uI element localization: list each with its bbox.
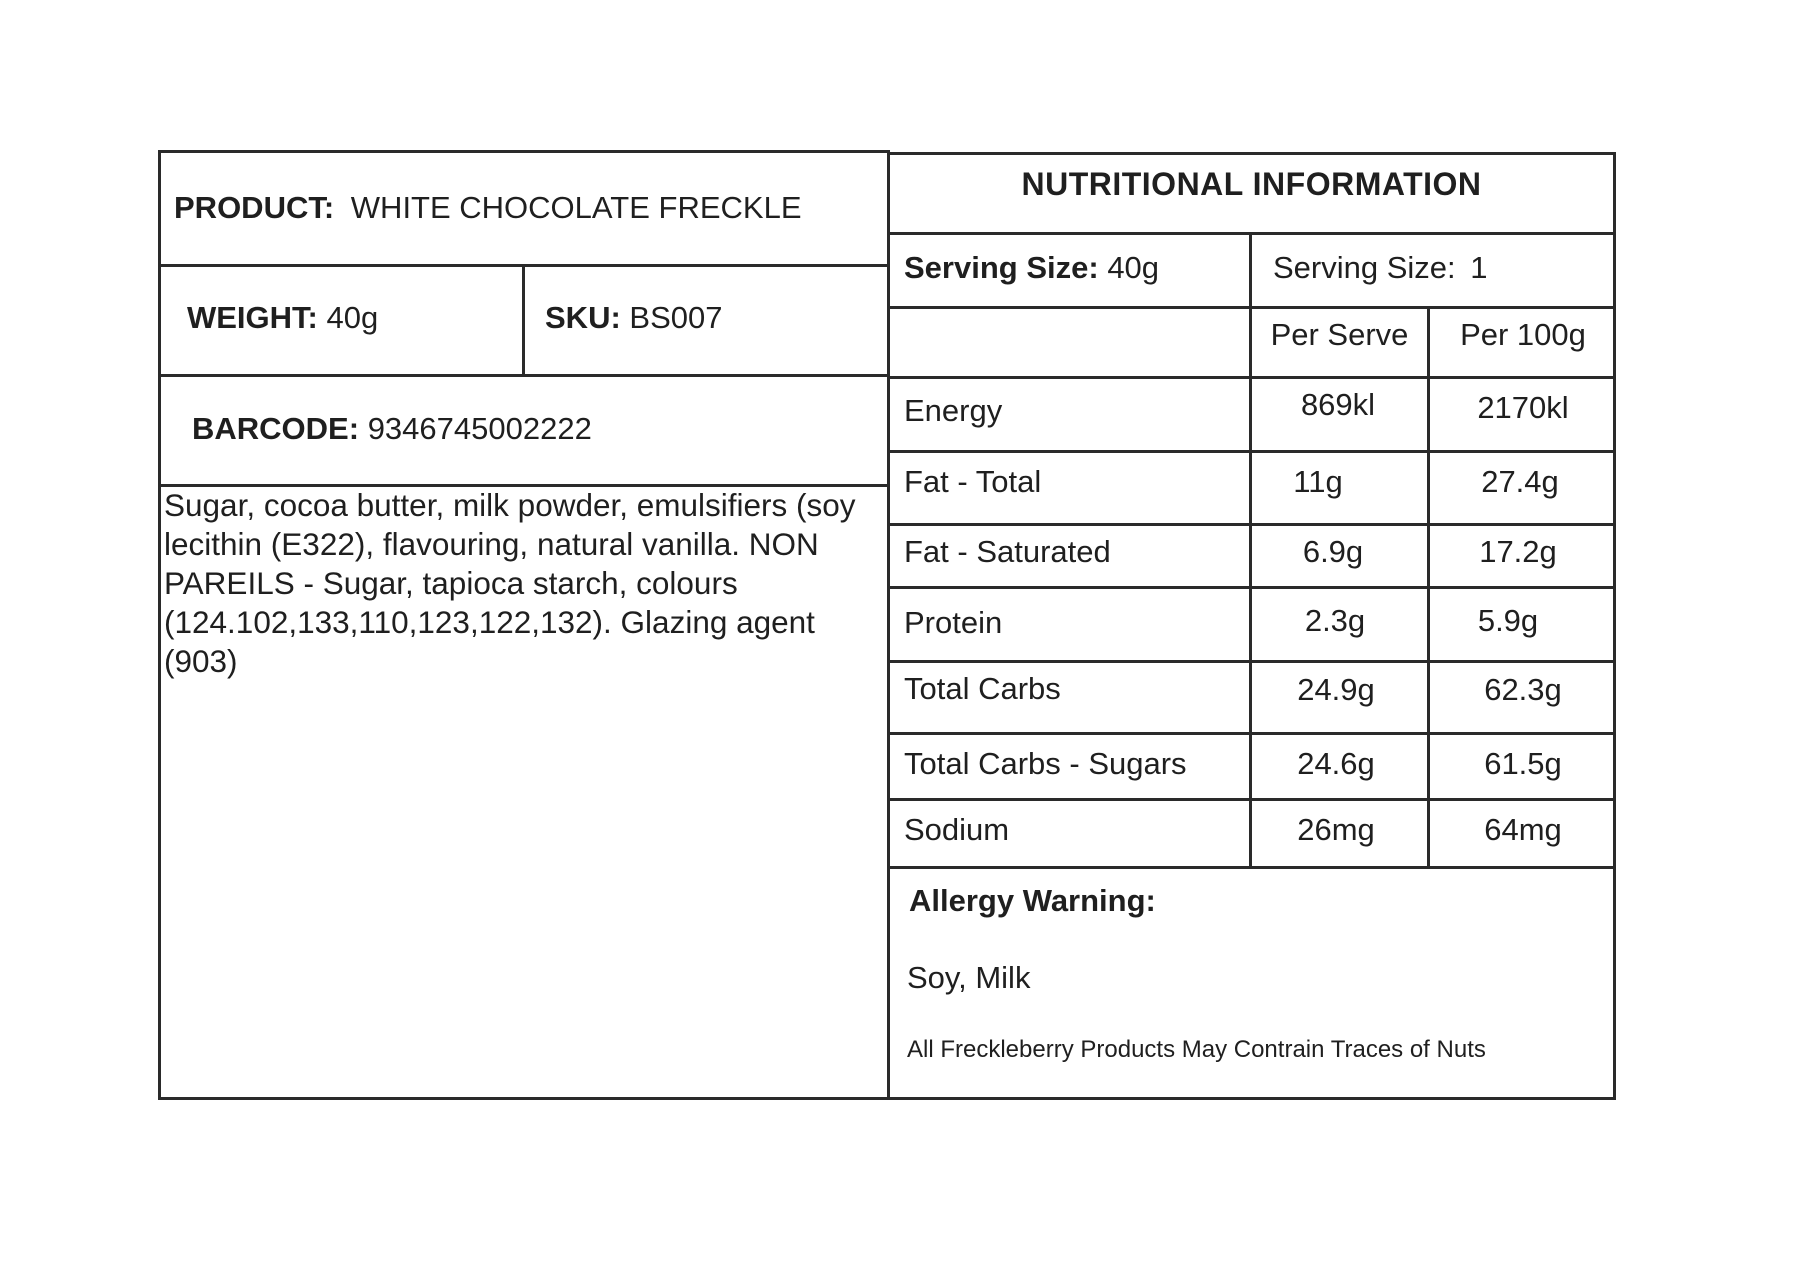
nutrient-per-100g: 17.2g: [1479, 534, 1557, 569]
allergy-note: All Freckleberry Products May Contrain Traces of Nuts: [907, 1036, 1486, 1063]
servings-row: [1273, 250, 1488, 286]
nutrient-per-serve: 869kl: [1300, 387, 1376, 422]
barcode-label: BARCODE:: [192, 411, 360, 446]
nutrient-name: Protein: [904, 605, 1003, 640]
sku-label: SKU:: [545, 300, 621, 335]
nutrient-name: Fat - Saturated: [904, 534, 1111, 569]
column-header-per-serve: Per Serve: [1270, 317, 1409, 352]
sku-value: BS007: [629, 300, 723, 335]
product-row: [174, 190, 802, 226]
nutrient-per-serve: 11g: [1293, 464, 1343, 499]
barcode-row: [192, 411, 592, 447]
servings-label: Serving Size:: [1273, 250, 1456, 285]
product-label-text: PRODUCT:: [174, 190, 335, 225]
nutrient-per-100g: 27.4g: [1481, 464, 1559, 499]
nutrient-per-100g: 62.3g: [1484, 672, 1562, 707]
column-header-per-100g: Per 100g: [1460, 317, 1586, 352]
nutrition-title: NUTRITIONAL INFORMATION: [1021, 166, 1482, 202]
weight-row: [187, 300, 378, 336]
nutrient-name: Sodium: [904, 812, 1010, 847]
serving-size-row: [904, 250, 1159, 286]
nutrient-name: Total Carbs - Sugars: [904, 746, 1187, 781]
product-name: WHITE CHOCOLATE FRECKLE: [350, 190, 802, 225]
nutrient-per-serve: 6.9g: [1302, 534, 1364, 569]
divider: [1427, 306, 1430, 868]
allergy-title: Allergy Warning:: [909, 883, 1156, 918]
weight-label: WEIGHT:: [187, 300, 318, 335]
nutrient-per-100g: 61.5g: [1484, 746, 1562, 781]
product-label: [158, 150, 1616, 1100]
servings-value: 1: [1470, 250, 1488, 285]
nutrient-per-serve: 24.9g: [1297, 672, 1375, 707]
nutrient-per-serve: 24.6g: [1297, 746, 1375, 781]
nutrient-per-100g: 2170kl: [1477, 390, 1569, 425]
nutrient-name: Total Carbs: [904, 671, 1061, 706]
nutrient-per-100g: 64mg: [1484, 812, 1562, 847]
weight-value: 40g: [326, 300, 379, 335]
nutrient-per-serve: 2.3g: [1304, 603, 1366, 638]
allergy-value: Soy, Milk: [907, 960, 1031, 995]
nutrient-name: Energy: [904, 393, 1003, 428]
serving-size-label: Serving Size:: [904, 250, 1099, 285]
nutrient-per-serve: 26mg: [1297, 812, 1375, 847]
divider: [522, 264, 525, 377]
serving-size-value: 40g: [1107, 250, 1160, 285]
nutrient-per-100g: 5.9g: [1477, 603, 1539, 638]
sku-row: [545, 300, 722, 336]
nutrient-name: Fat - Total: [904, 464, 1042, 499]
barcode-value: 9346745002222: [367, 411, 592, 446]
ingredients-text: Sugar, cocoa butter, milk powder, emulsifiers (soy lecithin (E322), flavouring, natural vanilla. NON PAREILS - Sugar, tapioca starch, colours (124.102,133,110,123,122,132). Glazing agent (903): [164, 487, 856, 679]
